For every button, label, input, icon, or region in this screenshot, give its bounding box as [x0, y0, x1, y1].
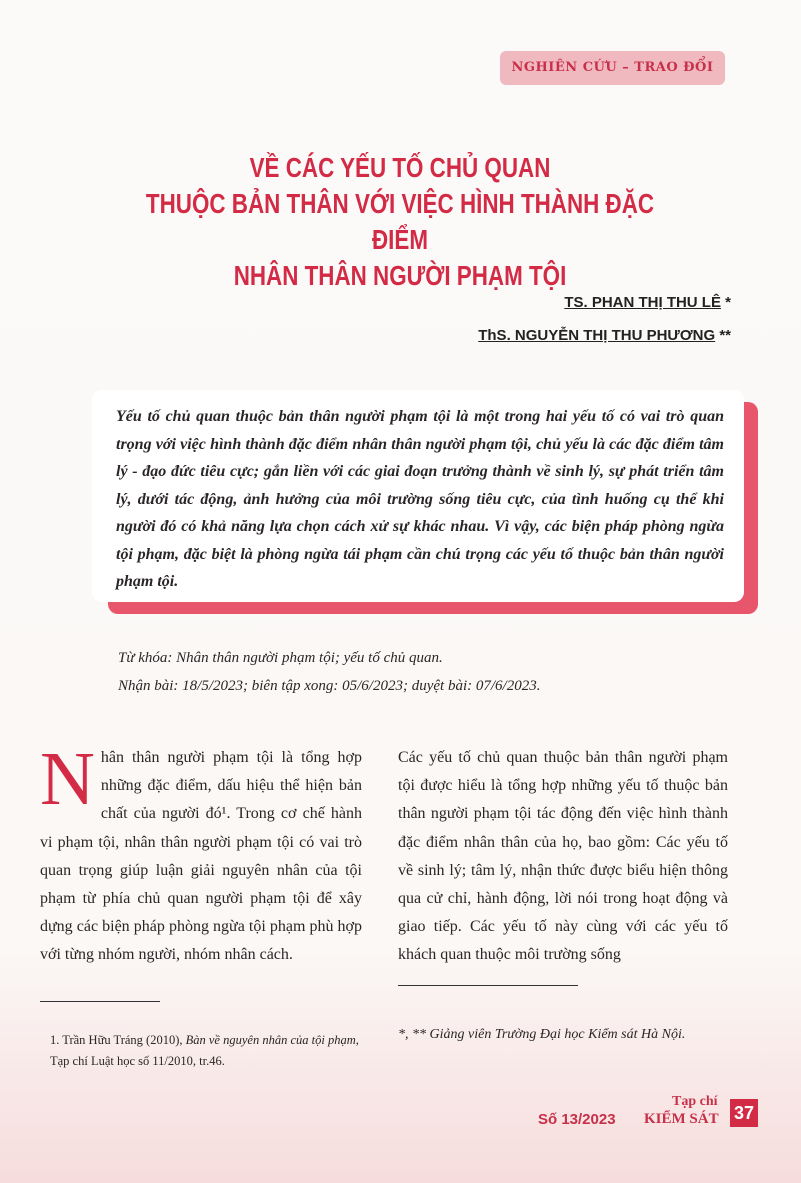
title-line: NHÂN THÂN NGƯỜI PHẠM TỘI	[233, 260, 567, 291]
author-affiliation: *, ** Giảng viên Trường Đại học Kiểm sát Hà Nội.	[398, 1027, 686, 1042]
author-name: ThS. NGUYỄN THỊ THU PHƯƠNG	[478, 327, 716, 344]
author-name: TS. PHAN THỊ THU LÊ	[564, 294, 721, 311]
page-number: 37	[730, 1099, 758, 1127]
body-left-column	[40, 737, 362, 970]
article-title	[144, 150, 656, 294]
author-mark: **	[715, 327, 731, 344]
section-tag: NGHIÊN CỨU – TRAO ĐỔI	[500, 51, 725, 85]
abstract: Yếu tố chủ quan thuộc bản thân người phạm tội là một trong hai yếu tố có vai trò quan trọng với việc hình thành đặc điểm nhân thân người phạm tội, chủ yếu là các đặc điểm tâm lý - đạo đức tiêu cực; gắn liền với các giai đoạn trưởng thành về sinh lý, sự phát triển tâm lý, dưới tác động, ảnh hưởng của môi trường sống tiêu cực, của tình huống cụ thể khi người đó có khả năng lựa chọn cách xử sự khác nhau. Vì vậy, các biện pháp phòng ngừa tội phạm, đặc biệt là phòng ngừa tái phạm cần chú trọng các yếu tố thuộc bản thân người phạm tội.	[92, 390, 744, 602]
journal-name: KIỂM SÁT	[644, 1111, 719, 1127]
footnote-1	[50, 1030, 370, 1072]
issue-number: Số 13/2023	[538, 1111, 616, 1128]
title-line: THUỘC BẢN THÂN VỚI VIỆC HÌNH THÀNH ĐẶC ĐIỂM	[145, 188, 655, 255]
title-line: VỀ CÁC YẾU TỐ CHỦ QUAN	[249, 152, 551, 183]
dates: Nhận bài: 18/5/2023; biên tập xong: 05/6/2023; duyệt bài: 07/6/2023.	[118, 678, 541, 694]
journal-label: Tạp chí	[672, 1094, 718, 1109]
fn-text: 1. Trần Hữu Tráng (2010),	[50, 1033, 186, 1047]
keywords: Từ khóa: Nhân thân người phạm tội; yếu tố chủ quan.	[118, 650, 443, 666]
author-mark: *	[720, 294, 731, 311]
fn-title: Bàn về nguyên nhân của tội phạm	[185, 1033, 356, 1047]
fn-text: , Tạp chí Luật học số 11/2010, tr.46.	[50, 1033, 359, 1068]
footnote-divider	[398, 985, 578, 986]
author-2	[478, 327, 731, 344]
author-1	[564, 294, 731, 311]
drop-cap: N	[40, 737, 95, 821]
body-text: hân thân người phạm tội là tổng hợp những đặc điểm, dấu hiệu thể hiện bản chất của người đó¹. Trong cơ chế hành vi phạm tội, nhân thân người phạm tội có vai trò quan trọng giúp luận giải nguyên nhân của tội phạm từ phía chủ quan người phạm tội để xây dựng các biện pháp phòng ngừa tội phạm phù hợp với từng nhóm người, nhóm nhân cách.	[40, 749, 362, 964]
body-right-column: Các yếu tố chủ quan thuộc bản thân người phạm tội được hiểu là tổng hợp những yếu tố thuộc bản thân người phạm tội tác động đến việc hình thành đặc điểm nhân thân của họ, bao gồm: Các yếu tố về sinh lý; tâm lý, nhận thức được biểu hiện thông qua cử chỉ, hành động, lời nói trong hoạt động và giao tiếp. Các yếu tố này cùng với các yếu tố khách quan thuộc môi trường sống	[398, 749, 728, 964]
footnote-divider	[40, 1001, 160, 1002]
